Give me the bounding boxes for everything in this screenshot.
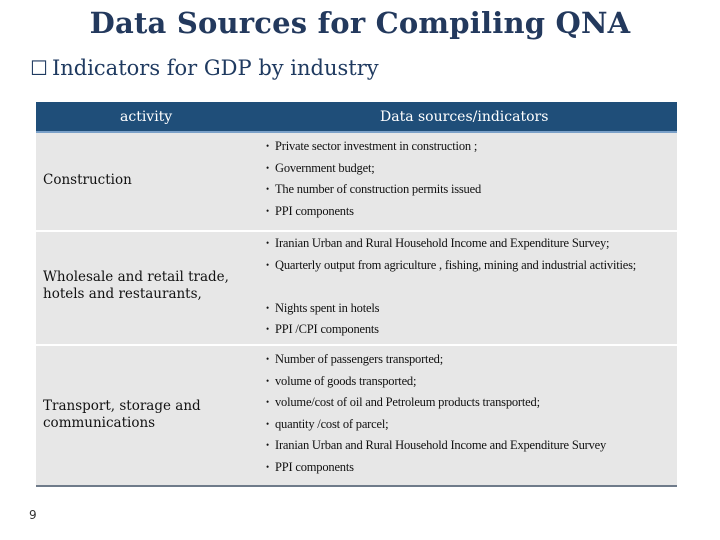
table-row	[36, 346, 677, 485]
table-row	[36, 133, 677, 230]
subtitle-text: Indicators for GDP by industry	[51, 56, 379, 80]
header-activity: activity	[120, 109, 173, 125]
data-sources-table	[36, 102, 677, 487]
indicator-item: • volume of goods transported;	[266, 373, 666, 395]
indicator-item: • Iranian Urban and Rural Household Income and Expenditure Survey	[266, 437, 666, 459]
indicator-list	[266, 235, 666, 343]
indicator-item: • PPI /CPI components	[266, 321, 666, 343]
page-title: Data Sources for Compiling QNA	[89, 6, 631, 40]
activity-cell: Transport, storage and communications	[43, 398, 201, 431]
indicator-item: • PPI components	[266, 203, 666, 225]
table-row	[36, 232, 677, 344]
indicator-item: • The number of construction permits issued	[266, 181, 666, 203]
subtitle	[30, 56, 379, 80]
activity-cell: Wholesale and retail trade, hotels and restaurants,	[43, 269, 229, 302]
indicator-item: • Iranian Urban and Rural Household Income and Expenditure Survey;	[266, 235, 666, 257]
table-header	[36, 102, 677, 133]
indicator-list	[266, 351, 666, 480]
indicator-item: • PPI components	[266, 459, 666, 481]
indicator-item: • Nights spent in hotels	[266, 300, 666, 322]
indicator-item: • quantity /cost of parcel;	[266, 416, 666, 438]
indicator-item: • Quarterly output from agriculture , fishing, mining and industrial activities;	[266, 257, 645, 300]
page-number: 9	[29, 508, 37, 522]
header-data-sources: Data sources/indicators	[380, 109, 549, 125]
indicator-item: • Government budget;	[266, 160, 666, 182]
indicator-list	[266, 138, 666, 224]
indicator-item: • volume/cost of oil and Petroleum products transported;	[266, 394, 666, 416]
activity-cell: Construction	[43, 172, 132, 188]
checkbox-bullet-icon: ☐	[30, 56, 48, 80]
indicator-item: • Number of passengers transported;	[266, 351, 666, 373]
indicator-item: • Private sector investment in construction ;	[266, 138, 666, 160]
